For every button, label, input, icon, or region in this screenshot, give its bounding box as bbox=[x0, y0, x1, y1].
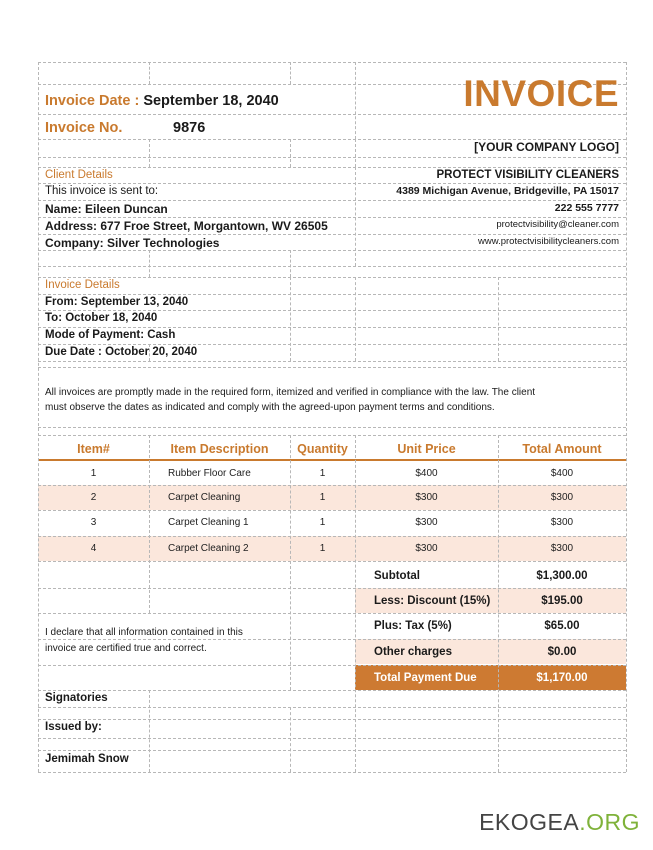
company-phone: 222 555 7777 bbox=[554, 202, 619, 214]
discount-label: Less: Discount (15%) bbox=[374, 594, 491, 607]
invoice-to: To: October 18, 2040 bbox=[45, 312, 158, 324]
due-date: Due Date : October 20, 2040 bbox=[45, 346, 198, 358]
company-logo-placeholder: [YOUR COMPANY LOGO] bbox=[474, 140, 619, 154]
declaration-line-2: invoice are certified true and correct. bbox=[45, 643, 207, 654]
other-charges-label: Other charges bbox=[374, 645, 452, 658]
row-quantity: 1 bbox=[319, 543, 326, 554]
client-name: Name: Eileen Duncan bbox=[45, 202, 168, 216]
row-item-number: 2 bbox=[90, 492, 97, 503]
row-total: $300 bbox=[550, 492, 574, 503]
subtotal-value: $1,300.00 bbox=[536, 569, 588, 582]
signatories-label: Signatories bbox=[45, 692, 108, 704]
site-watermark bbox=[479, 811, 640, 834]
row-item-number: 4 bbox=[90, 543, 97, 554]
client-details-heading: Client Details bbox=[45, 169, 113, 181]
company-website: www.protectvisibilitycleaners.com bbox=[478, 236, 619, 247]
row-unit-price: $400 bbox=[415, 468, 438, 479]
declaration-line-1: I declare that all information contained in this bbox=[45, 627, 243, 638]
row-quantity: 1 bbox=[319, 492, 326, 503]
company-address: 4389 Michigan Avenue, Bridgeville, PA 15017 bbox=[396, 185, 619, 197]
terms-notice-line-2: must observe the dates as indicated and comply with the agreed-upon payment terms and conditions. bbox=[45, 402, 495, 413]
row-quantity: 1 bbox=[319, 517, 326, 528]
row-total: $300 bbox=[550, 543, 574, 554]
row-description: Rubber Floor Care bbox=[168, 468, 251, 479]
total-due-label: Total Payment Due bbox=[374, 671, 477, 684]
col-header-description: Item Description bbox=[170, 441, 269, 456]
row-unit-price: $300 bbox=[415, 543, 438, 554]
invoice-date-row bbox=[45, 94, 279, 109]
issuer-name: Jemimah Snow bbox=[45, 753, 129, 765]
row-total: $300 bbox=[550, 517, 574, 528]
col-header-item-number: Item# bbox=[77, 441, 110, 456]
watermark-domain: .ORG bbox=[579, 809, 640, 835]
client-intro: This invoice is sent to: bbox=[45, 185, 159, 197]
invoice-from: From: September 13, 2040 bbox=[45, 296, 189, 308]
invoice-sheet bbox=[38, 62, 626, 772]
client-address: Address: 677 Froe Street, Morgantown, WV 26505 bbox=[45, 219, 328, 233]
company-email: protectvisibility@cleaner.com bbox=[496, 219, 619, 230]
total-due-value: $1,170.00 bbox=[536, 671, 588, 684]
payment-mode: Mode of Payment: Cash bbox=[45, 329, 176, 341]
issued-by-label: Issued by: bbox=[45, 721, 102, 733]
row-description: Carpet Cleaning 2 bbox=[168, 543, 249, 554]
invoice-title: INVOICE bbox=[463, 73, 619, 114]
row-quantity: 1 bbox=[319, 468, 326, 479]
subtotal-label: Subtotal bbox=[374, 569, 420, 582]
invoice-number-value: 9876 bbox=[173, 120, 206, 136]
invoice-details-heading: Invoice Details bbox=[45, 279, 120, 291]
row-unit-price: $300 bbox=[415, 517, 438, 528]
row-unit-price: $300 bbox=[415, 492, 438, 503]
invoice-date-value: September 18, 2040 bbox=[143, 93, 279, 109]
invoice-date-label: Invoice Date : bbox=[45, 93, 140, 109]
tax-label: Plus: Tax (5%) bbox=[374, 619, 452, 632]
terms-notice-line-1: All invoices are promptly made in the required form, itemized and verified in compliance with the law. The client bbox=[45, 387, 536, 398]
client-company: Company: Silver Technologies bbox=[45, 236, 220, 250]
col-header-unit-price: Unit Price bbox=[397, 441, 456, 456]
watermark-name: EKOGEA bbox=[479, 809, 580, 835]
invoice-number-label: Invoice No. bbox=[45, 120, 123, 136]
other-charges-value: $0.00 bbox=[547, 645, 577, 658]
col-header-total-amount: Total Amount bbox=[522, 441, 602, 456]
tax-value: $65.00 bbox=[544, 619, 580, 632]
row-description: Carpet Cleaning 1 bbox=[168, 517, 249, 528]
company-name: PROTECT VISIBILITY CLEANERS bbox=[436, 169, 619, 181]
row-item-number: 3 bbox=[90, 517, 97, 528]
row-total: $400 bbox=[550, 468, 574, 479]
col-header-quantity: Quantity bbox=[297, 441, 348, 456]
row-item-number: 1 bbox=[90, 468, 97, 479]
discount-value: $195.00 bbox=[541, 594, 583, 607]
row-description: Carpet Cleaning bbox=[168, 492, 241, 503]
